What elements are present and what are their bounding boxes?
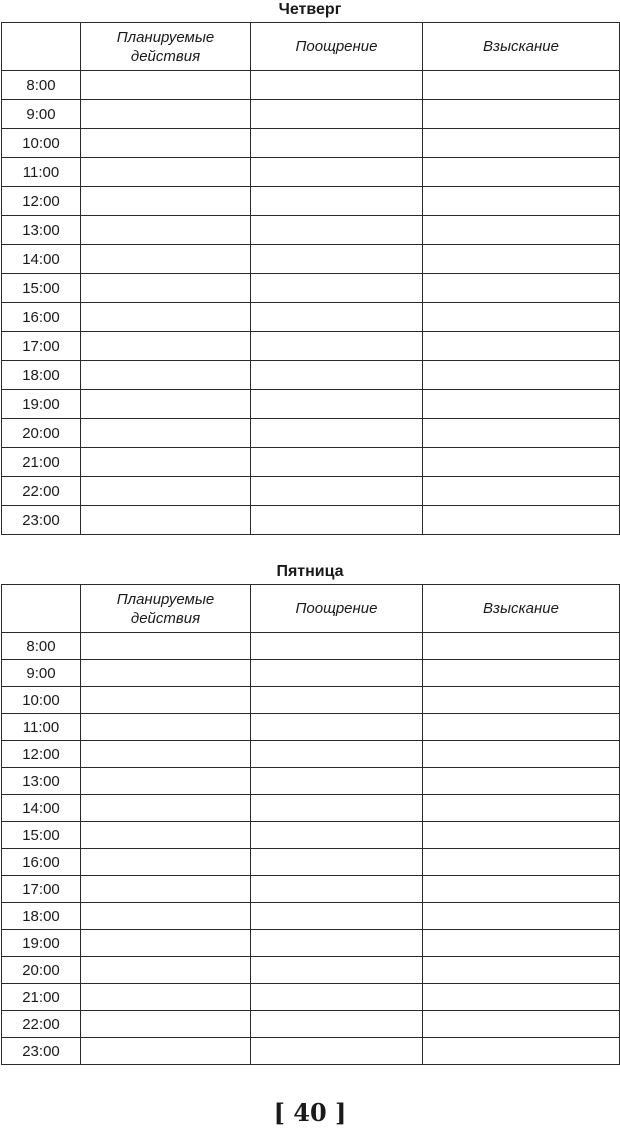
reward-cell[interactable] <box>251 245 423 274</box>
planned-actions-cell[interactable] <box>81 245 251 274</box>
table-row <box>2 903 620 930</box>
time-cell: 9:00 <box>2 100 81 129</box>
planned-actions-cell[interactable] <box>81 477 251 506</box>
table-row <box>2 216 620 245</box>
table-row <box>2 274 620 303</box>
table-row <box>2 245 620 274</box>
reward-cell[interactable] <box>251 129 423 158</box>
table-row <box>2 1038 620 1065</box>
day-title-friday: Пятница <box>276 563 344 580</box>
planned-actions-cell[interactable] <box>81 274 251 303</box>
planned-actions-cell[interactable] <box>81 1011 251 1038</box>
reward-cell[interactable] <box>251 903 423 930</box>
planned-actions-cell[interactable] <box>81 633 251 660</box>
reward-cell[interactable] <box>251 660 423 687</box>
page-number: [ 40 ] <box>273 1098 347 1127</box>
table-row <box>2 660 620 687</box>
penalty-cell[interactable] <box>423 768 620 795</box>
table-row <box>2 957 620 984</box>
penalty-cell[interactable] <box>423 390 620 419</box>
planned-actions-cell[interactable] <box>81 1038 251 1065</box>
penalty-cell[interactable] <box>423 448 620 477</box>
planned-actions-cell[interactable] <box>81 129 251 158</box>
planned-actions-cell[interactable] <box>81 930 251 957</box>
table-row <box>2 984 620 1011</box>
planned-actions-cell[interactable] <box>81 506 251 535</box>
reward-cell[interactable] <box>251 984 423 1011</box>
penalty-cell[interactable] <box>423 100 620 129</box>
penalty-cell[interactable] <box>423 303 620 332</box>
penalty-cell[interactable] <box>423 129 620 158</box>
time-cell: 11:00 <box>2 714 81 741</box>
penalty-cell[interactable] <box>423 957 620 984</box>
table-row <box>2 448 620 477</box>
time-cell: 16:00 <box>2 849 81 876</box>
reward-cell[interactable] <box>251 506 423 535</box>
reward-cell[interactable] <box>251 158 423 187</box>
table-row <box>2 876 620 903</box>
planned-actions-cell[interactable] <box>81 768 251 795</box>
table-row <box>2 390 620 419</box>
penalty-cell[interactable] <box>423 361 620 390</box>
reward-cell[interactable] <box>251 930 423 957</box>
table-row <box>2 129 620 158</box>
schedule-table-friday <box>1 584 620 1065</box>
penalty-cell[interactable] <box>423 274 620 303</box>
planned-actions-cell[interactable] <box>81 741 251 768</box>
reward-cell[interactable] <box>251 216 423 245</box>
reward-cell[interactable] <box>251 100 423 129</box>
reward-cell[interactable] <box>251 274 423 303</box>
planned-actions-cell[interactable] <box>81 849 251 876</box>
planned-actions-cell[interactable] <box>81 714 251 741</box>
penalty-cell[interactable] <box>423 930 620 957</box>
penalty-cell[interactable] <box>423 876 620 903</box>
planned-actions-cell[interactable] <box>81 822 251 849</box>
reward-cell[interactable] <box>251 957 423 984</box>
table-row <box>2 100 620 129</box>
reward-cell[interactable] <box>251 1038 423 1065</box>
time-cell: 10:00 <box>2 687 81 714</box>
table-row <box>2 419 620 448</box>
penalty-cell[interactable] <box>423 71 620 100</box>
time-cell: 13:00 <box>2 768 81 795</box>
reward-cell[interactable] <box>251 795 423 822</box>
time-cell: 16:00 <box>2 303 81 332</box>
planned-actions-cell[interactable] <box>81 361 251 390</box>
time-cell: 21:00 <box>2 984 81 1011</box>
schedule-table-thursday <box>1 22 620 535</box>
time-cell: 8:00 <box>2 633 81 660</box>
time-cell: 9:00 <box>2 660 81 687</box>
reward-cell[interactable] <box>251 448 423 477</box>
table-row <box>2 361 620 390</box>
time-cell: 19:00 <box>2 390 81 419</box>
penalty-cell[interactable] <box>423 1038 620 1065</box>
table-row <box>2 930 620 957</box>
penalty-cell[interactable] <box>423 741 620 768</box>
penalty-cell[interactable] <box>423 187 620 216</box>
header-penalty: Взыскание <box>423 23 620 71</box>
reward-cell[interactable] <box>251 876 423 903</box>
reward-cell[interactable] <box>251 71 423 100</box>
table-row <box>2 158 620 187</box>
table-row <box>2 795 620 822</box>
penalty-cell[interactable] <box>423 849 620 876</box>
time-cell: 13:00 <box>2 216 81 245</box>
time-cell: 22:00 <box>2 1011 81 1038</box>
table-header-row <box>2 23 620 71</box>
time-cell: 12:00 <box>2 741 81 768</box>
time-cell: 14:00 <box>2 245 81 274</box>
penalty-cell[interactable] <box>423 1011 620 1038</box>
penalty-cell[interactable] <box>423 419 620 448</box>
planned-actions-cell[interactable] <box>81 100 251 129</box>
time-cell: 17:00 <box>2 876 81 903</box>
table-row <box>2 477 620 506</box>
planned-actions-cell[interactable] <box>81 158 251 187</box>
time-cell: 14:00 <box>2 795 81 822</box>
table-row <box>2 332 620 361</box>
penalty-cell[interactable] <box>423 660 620 687</box>
header-reward: Поощрение <box>251 585 423 633</box>
table-row <box>2 71 620 100</box>
table-row <box>2 822 620 849</box>
time-cell: 20:00 <box>2 957 81 984</box>
table-row <box>2 687 620 714</box>
time-cell: 23:00 <box>2 506 81 535</box>
reward-cell[interactable] <box>251 390 423 419</box>
planned-actions-cell[interactable] <box>81 448 251 477</box>
penalty-cell[interactable] <box>423 714 620 741</box>
reward-cell[interactable] <box>251 714 423 741</box>
planned-actions-cell[interactable] <box>81 332 251 361</box>
time-cell: 12:00 <box>2 187 81 216</box>
time-cell: 22:00 <box>2 477 81 506</box>
penalty-cell[interactable] <box>423 216 620 245</box>
penalty-cell[interactable] <box>423 332 620 361</box>
header-planned-actions: Планируемые действия <box>81 23 251 71</box>
reward-cell[interactable] <box>251 633 423 660</box>
table-row <box>2 633 620 660</box>
planned-actions-cell[interactable] <box>81 957 251 984</box>
time-cell: 21:00 <box>2 448 81 477</box>
time-cell: 15:00 <box>2 822 81 849</box>
time-cell: 15:00 <box>2 274 81 303</box>
table-row <box>2 741 620 768</box>
header-planned-actions: Планируемые действия <box>81 585 251 633</box>
time-cell: 18:00 <box>2 903 81 930</box>
reward-cell[interactable] <box>251 849 423 876</box>
table-header-row <box>2 585 620 633</box>
time-cell: 11:00 <box>2 158 81 187</box>
reward-cell[interactable] <box>251 332 423 361</box>
planned-actions-cell[interactable] <box>81 876 251 903</box>
penalty-cell[interactable] <box>423 822 620 849</box>
reward-cell[interactable] <box>251 477 423 506</box>
table-row <box>2 506 620 535</box>
time-cell: 8:00 <box>2 71 81 100</box>
penalty-cell[interactable] <box>423 795 620 822</box>
reward-cell[interactable] <box>251 1011 423 1038</box>
time-cell: 18:00 <box>2 361 81 390</box>
time-cell: 20:00 <box>2 419 81 448</box>
reward-cell[interactable] <box>251 303 423 332</box>
planned-actions-cell[interactable] <box>81 660 251 687</box>
planned-actions-cell[interactable] <box>81 187 251 216</box>
table-row <box>2 187 620 216</box>
planned-actions-cell[interactable] <box>81 303 251 332</box>
planned-actions-cell[interactable] <box>81 71 251 100</box>
table-row <box>2 1011 620 1038</box>
reward-cell[interactable] <box>251 187 423 216</box>
penalty-cell[interactable] <box>423 903 620 930</box>
time-cell: 19:00 <box>2 930 81 957</box>
day-title-thursday: Четверг <box>278 1 342 18</box>
planned-actions-cell[interactable] <box>81 390 251 419</box>
header-time <box>2 23 81 71</box>
reward-cell[interactable] <box>251 419 423 448</box>
reward-cell[interactable] <box>251 361 423 390</box>
planned-actions-cell[interactable] <box>81 687 251 714</box>
reward-cell[interactable] <box>251 822 423 849</box>
penalty-cell[interactable] <box>423 984 620 1011</box>
penalty-cell[interactable] <box>423 477 620 506</box>
penalty-cell[interactable] <box>423 633 620 660</box>
header-penalty: Взыскание <box>423 585 620 633</box>
planned-actions-cell[interactable] <box>81 216 251 245</box>
reward-cell[interactable] <box>251 768 423 795</box>
table-row <box>2 714 620 741</box>
planned-actions-cell[interactable] <box>81 419 251 448</box>
reward-cell[interactable] <box>251 687 423 714</box>
table-row <box>2 768 620 795</box>
reward-cell[interactable] <box>251 741 423 768</box>
header-time <box>2 585 81 633</box>
planned-actions-cell[interactable] <box>81 903 251 930</box>
table-row <box>2 849 620 876</box>
time-cell: 10:00 <box>2 129 81 158</box>
header-reward: Поощрение <box>251 23 423 71</box>
planned-actions-cell[interactable] <box>81 795 251 822</box>
time-cell: 17:00 <box>2 332 81 361</box>
planned-actions-cell[interactable] <box>81 984 251 1011</box>
penalty-cell[interactable] <box>423 687 620 714</box>
penalty-cell[interactable] <box>423 158 620 187</box>
table-row <box>2 303 620 332</box>
time-cell: 23:00 <box>2 1038 81 1065</box>
penalty-cell[interactable] <box>423 506 620 535</box>
penalty-cell[interactable] <box>423 245 620 274</box>
